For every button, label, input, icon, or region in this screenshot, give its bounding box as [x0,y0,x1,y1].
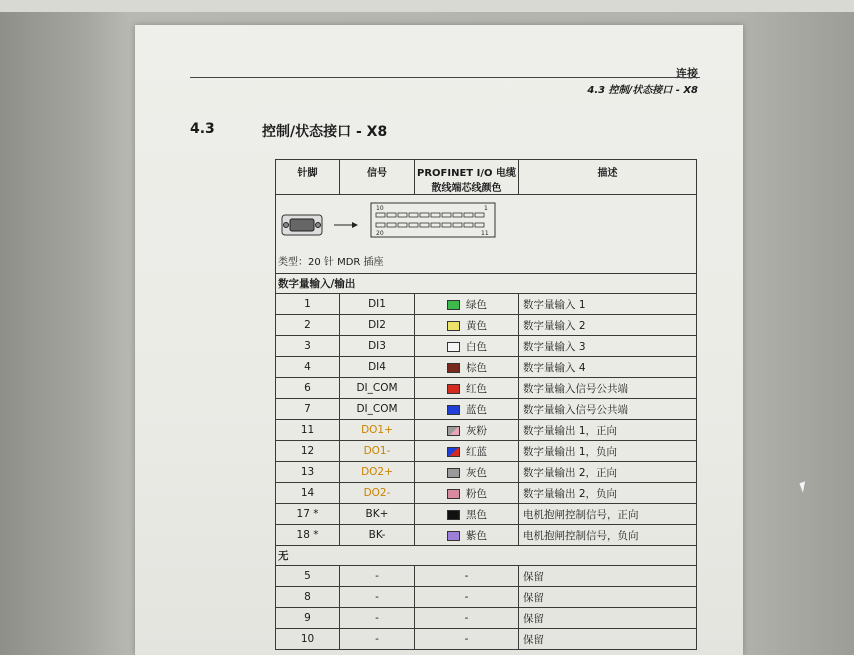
signal-cell: DO2+ [340,462,415,483]
pin-label-bottom-left: 20 [376,230,384,237]
color-name: 黑色 [466,508,487,521]
col-header-signal: 信号 [340,160,415,195]
col-header-color-line1: PROFINET I/O 电缆 [417,168,516,179]
pin-table [275,159,697,650]
pin-cell: 14 [276,483,340,504]
desc-cell: 电机抱闸控制信号，正向 [519,504,697,525]
pin-label-top-right: 1 [484,205,488,212]
top-bar [0,0,854,12]
desc-cell: 数字量输出 2，正向 [519,462,697,483]
connector-type-label: 类型：20 针 MDR 插座 [278,257,384,268]
color-cell [415,504,519,525]
signal-cell: DO1- [340,441,415,462]
color-cell [415,378,519,399]
color-cell [415,315,519,336]
color-cell [415,441,519,462]
col-header-pin: 针脚 [276,160,340,195]
subsection-header: 4.3 控制/状态接口 - X8 [587,85,698,96]
color-swatch [447,426,460,436]
color-swatch [447,531,460,541]
color-cell [415,483,519,504]
group-label: 数字量输入/输出 [276,274,697,294]
color-name: 绿色 [466,298,487,311]
connector-diagram [278,199,518,259]
desc-cell: 保留 [519,608,697,629]
desc-cell: 数字量输入 2 [519,315,697,336]
pin-cell: 3 [276,336,340,357]
color-name: 紫色 [466,529,487,542]
table-row [276,294,697,315]
group-row-digital-io [276,274,697,294]
col-header-color [415,160,519,195]
pin-cell: 2 [276,315,340,336]
pin-cell: 17 * [276,504,340,525]
color-cell [415,399,519,420]
table-row [276,483,697,504]
pin-cell: 1 [276,294,340,315]
desc-cell: 数字量输入 1 [519,294,697,315]
table-row [276,336,697,357]
signal-cell: BK- [340,525,415,546]
header-rule [190,77,700,78]
signal-cell: DI3 [340,336,415,357]
pin-cell: 12 [276,441,340,462]
pin-label-top-left: 10 [376,205,384,212]
pin-cell: 5 [276,566,340,587]
signal-cell: DI_COM [340,378,415,399]
desc-cell: 数字量输出 2，负向 [519,483,697,504]
signal-cell: - [340,587,415,608]
signal-cell: - [340,608,415,629]
color-cell [415,525,519,546]
table-row [276,629,697,650]
signal-cell: DO1+ [340,420,415,441]
desc-cell: 数字量输入 4 [519,357,697,378]
color-cell [415,336,519,357]
pin-cell: 13 [276,462,340,483]
table-row [276,462,697,483]
desc-cell: 保留 [519,566,697,587]
signal-cell: DI1 [340,294,415,315]
color-swatch [447,300,460,310]
mouse-cursor-icon [799,481,808,492]
signal-cell: BK+ [340,504,415,525]
desc-cell: 电机抱闸控制信号，负向 [519,525,697,546]
pin-cell: 10 [276,629,340,650]
arrow-right-icon [334,222,358,228]
table-row [276,378,697,399]
color-name: 粉色 [466,487,487,500]
pin-cell: 6 [276,378,340,399]
table-row [276,420,697,441]
group-label: 无 [276,546,697,566]
desc-cell: 数字量输出 1，正向 [519,420,697,441]
desc-cell: 数字量输出 1，负向 [519,441,697,462]
color-cell [415,462,519,483]
signal-cell: DI_COM [340,399,415,420]
table-row [276,587,697,608]
pin-cell: 11 [276,420,340,441]
color-swatch [447,363,460,373]
desc-cell: 数字量输入 3 [519,336,697,357]
col-header-desc: 描述 [519,160,697,195]
color-cell [415,294,519,315]
pin-layout-icon [371,203,495,237]
color-swatch [447,384,460,394]
color-cell: - [415,587,519,608]
pin-label-bottom-right: 11 [481,230,489,237]
document-page [135,25,743,655]
color-name: 白色 [466,340,487,353]
table-row [276,566,697,587]
signal-cell: DO2- [340,483,415,504]
mdr-plug-icon [282,215,322,235]
desc-cell: 数字量输入信号公共端 [519,399,697,420]
signal-cell: - [340,629,415,650]
connector-diagram-cell [276,195,697,274]
signal-cell: DI4 [340,357,415,378]
color-name: 黄色 [466,319,487,332]
color-cell: - [415,566,519,587]
color-swatch [447,447,460,457]
group-row-none [276,546,697,566]
table-row [276,504,697,525]
table-row [276,315,697,336]
pin-cell: 18 * [276,525,340,546]
section-title: 控制/状态接口 - X8 [262,124,388,140]
table-row [276,399,697,420]
table-row [276,525,697,546]
color-swatch [447,489,460,499]
col-header-color-line2: 散线端芯线颜色 [431,183,502,194]
color-cell: - [415,629,519,650]
table-row [276,357,697,378]
color-name: 灰色 [466,466,487,479]
pin-cell: 9 [276,608,340,629]
color-name: 蓝色 [466,403,487,416]
color-swatch [447,405,460,415]
signal-cell: - [340,566,415,587]
color-cell [415,357,519,378]
color-name: 灰粉 [466,424,487,437]
desc-cell: 数字量输入信号公共端 [519,378,697,399]
desc-cell: 保留 [519,587,697,608]
color-swatch [447,342,460,352]
pin-cell: 4 [276,357,340,378]
pin-cell: 7 [276,399,340,420]
table-header-row [276,160,697,195]
connector-diagram-row [276,195,697,274]
color-swatch [447,510,460,520]
color-name: 红色 [466,382,487,395]
color-cell: - [415,608,519,629]
color-swatch [447,321,460,331]
color-swatch [447,468,460,478]
table-row [276,441,697,462]
color-cell [415,420,519,441]
pin-cell: 8 [276,587,340,608]
table-row [276,608,697,629]
color-name: 棕色 [466,361,487,374]
section-number: 4.3 [190,121,215,137]
chapter-header: 连接 [676,67,698,80]
color-name: 红蓝 [466,445,487,458]
signal-cell: DI2 [340,315,415,336]
desc-cell: 保留 [519,629,697,650]
